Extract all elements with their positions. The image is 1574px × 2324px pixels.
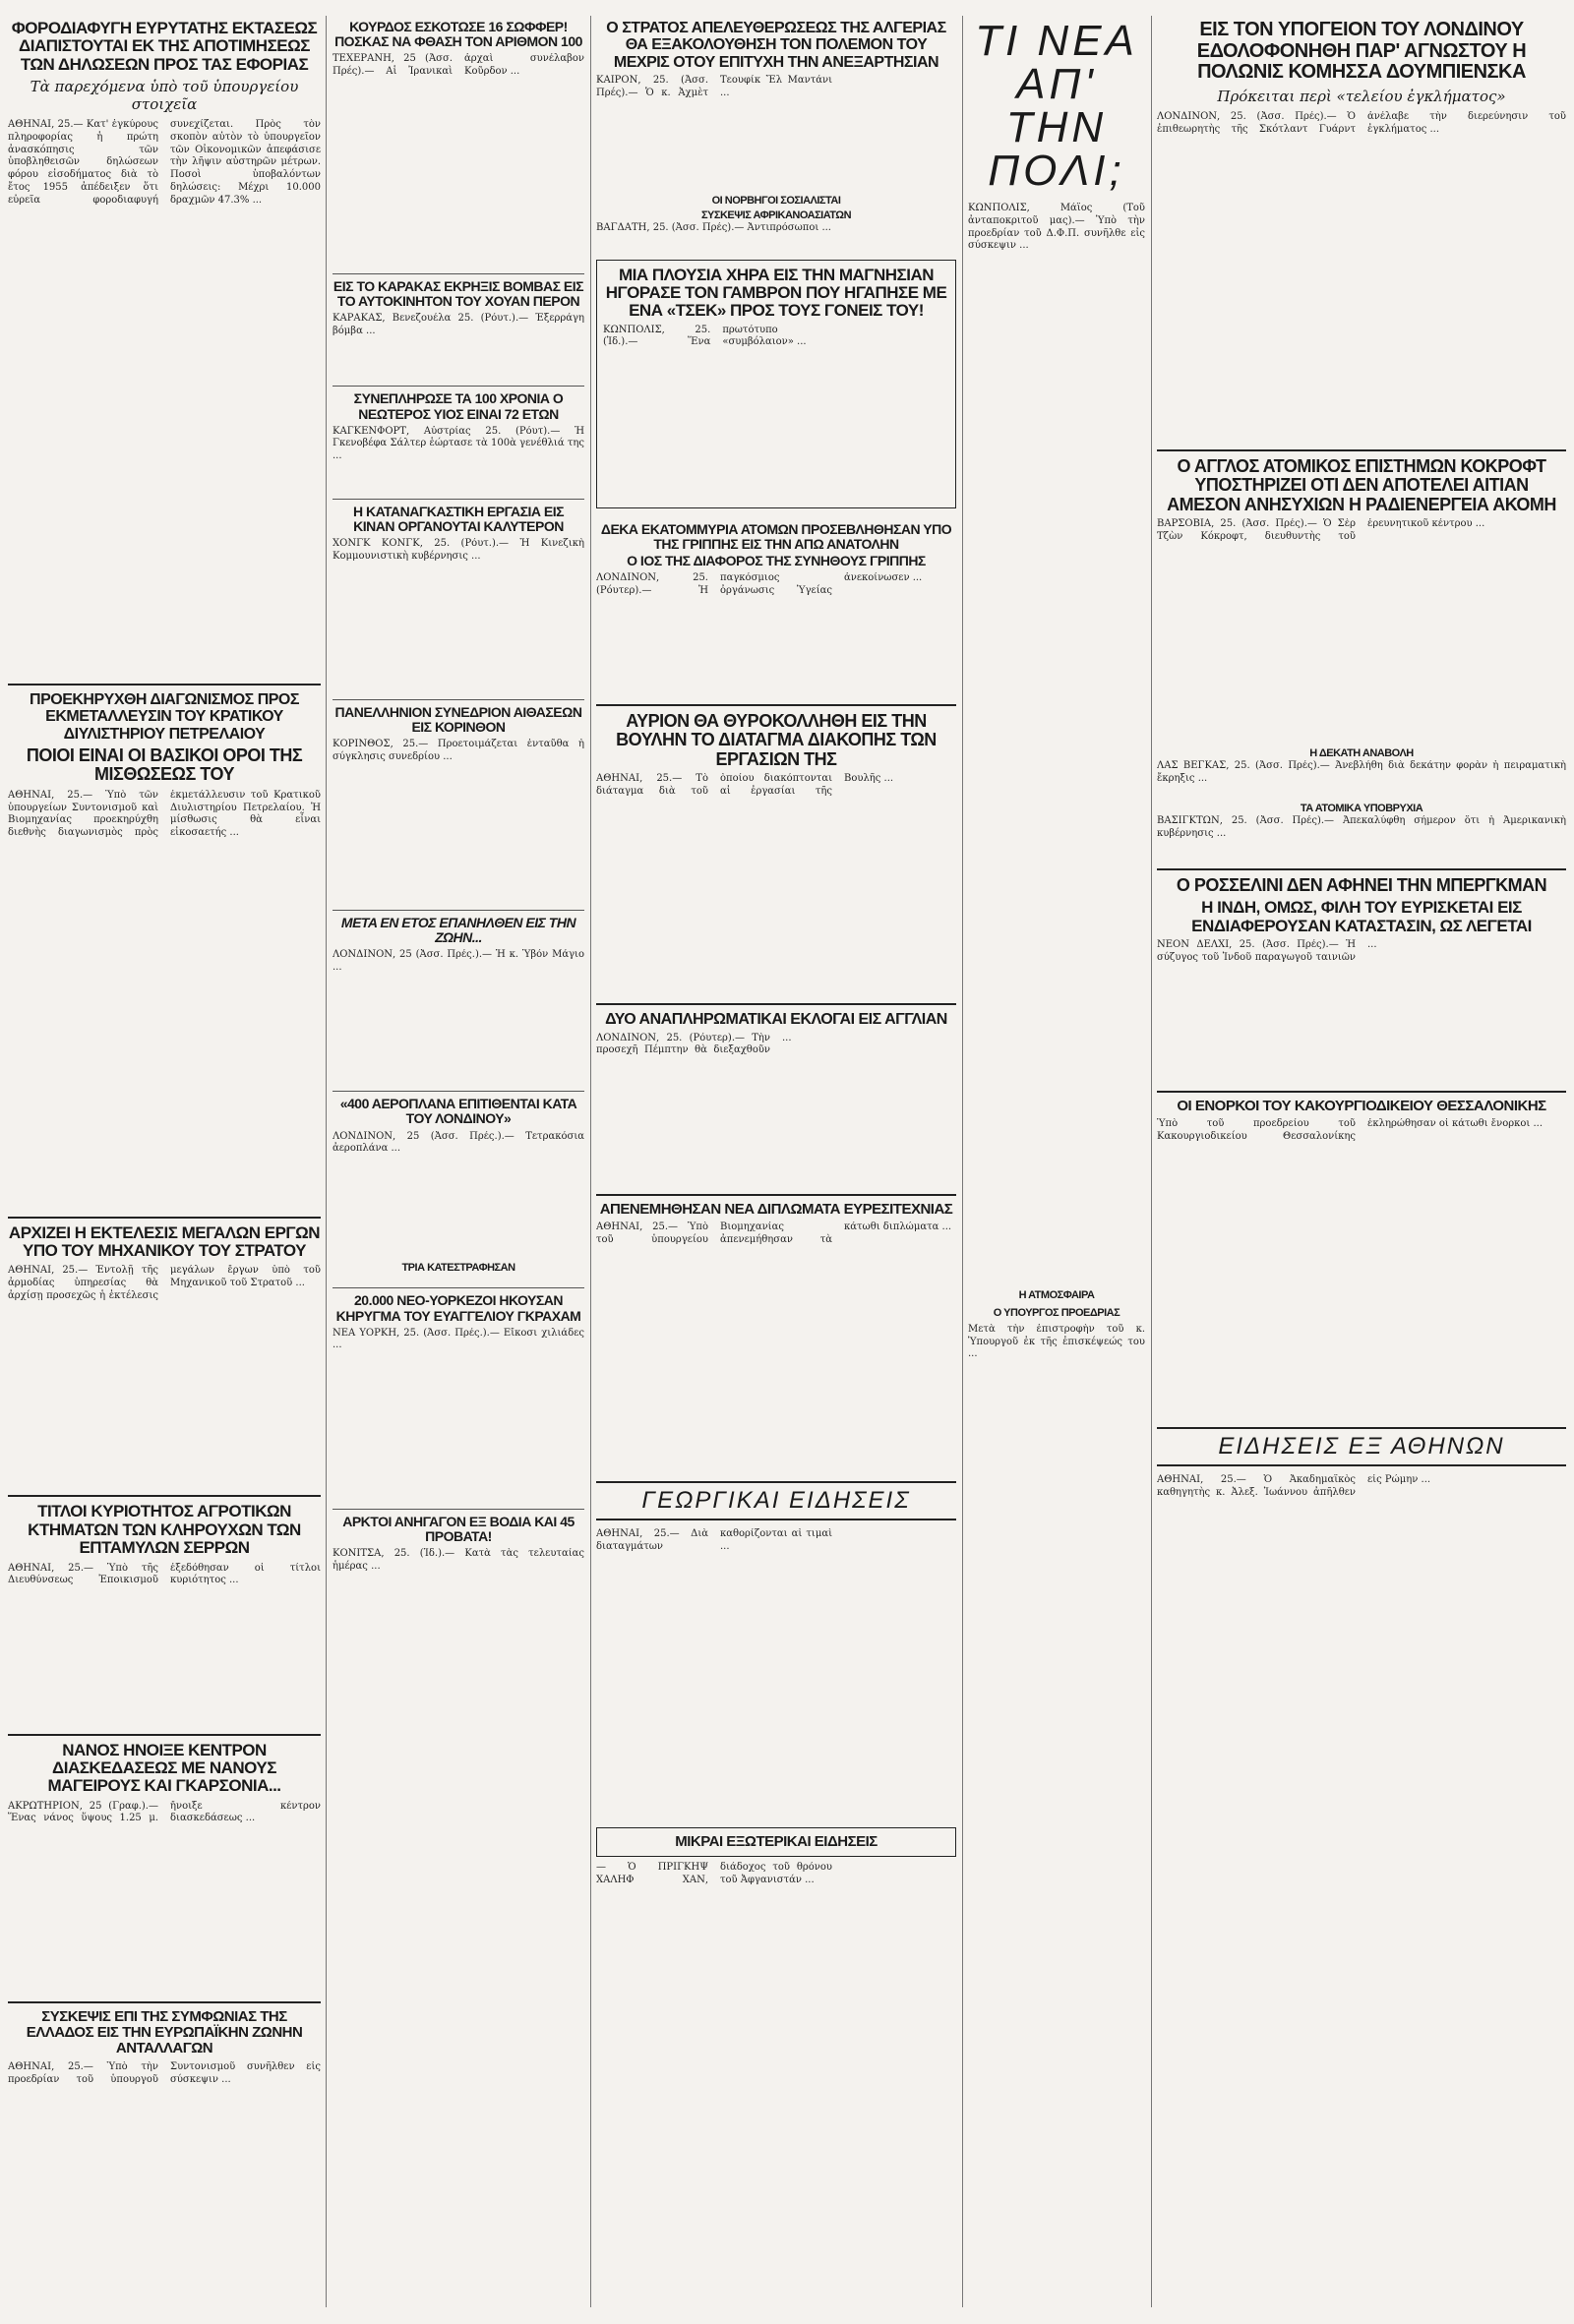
article-body: ΑΚΡΩΤΗΡΙΟΝ, 25 (Γραφ.).— Ἕνας νάνος ὕψους 1.25 μ. ἤνοιξε κέντρον διασκεδάσεως ...	[8, 1800, 321, 1824]
article-body: ΑΘΗΝΑΙ, 25.— Τὸ διάταγμα διὰ τοῦ ὁποίου διακόπτονται αἱ ἐργασίαι τῆς Βουλῆς ...	[596, 773, 894, 798]
section-title: ΕΙΔΗΣΕΙΣ ΕΞ ΑΘΗΝΩΝ	[1157, 1427, 1566, 1466]
article-kurd	[333, 20, 584, 260]
article-centenarian	[333, 391, 584, 484]
article-body: ΝΕΑ ΥΟΡΚΗ, 25. (Ἀσσ. Πρές.).— Εἴκοσι χιλιάδες ...	[333, 1327, 584, 1351]
article-corinth	[333, 705, 584, 896]
column-rule	[326, 16, 327, 2307]
article-body: ΒΑΡΣΟΒΙΑ, 25. (Ἀσσ. Πρές).— Ὁ Σὲρ Τζὼν Κόκροφτ, διευθυντὴς τοῦ ἐρευνητικοῦ κέντρου ...	[1157, 518, 1485, 542]
column-rule	[1151, 16, 1152, 2307]
column-rule	[590, 16, 591, 2307]
headline: ΔΥΟ ΑΝΑΠΛΗΡΩΜΑΤΙΚΑΙ ΕΚΛΟΓΑΙ ΕΙΣ ΑΓΓΛΙΑΝ	[605, 1011, 947, 1029]
headline: ΜΕΤΑ ΕΝ ΕΤΟΣ ΕΠΑΝΗΛΘΕΝ ΕΙΣ ΤΗΝ ΖΩΗΝ...	[340, 915, 576, 946]
column-title: ΤΙ ΝΕΑ ΑΠ' ΤΗΝ ΠΟΛΙ;	[975, 17, 1138, 195]
headline: ΑΥΡΙΟΝ ΘΑ ΘΥΡΟΚΟΛΛΗΘΗ ΕΙΣ ΤΗΝ ΒΟΥΛΗΝ ΤΟ ΔΙΑΤΑΓΜΑ ΔΙΑΚΟΠΗΣ ΤΩΝ ΕΡΓΑΣΙΩΝ ΤΗΣ	[616, 710, 937, 769]
headline: ΑΡΚΤΟΙ ΑΝΗΓΑΓΟΝ ΕΞ ΒΟΔΙΑ ΚΑΙ 45 ΠΡΟΒΑΤΑ!	[342, 1513, 575, 1544]
article-body: ΚΟΡΙΝΘΟΣ, 25.— Προετοιμάζεται ἐνταῦθα ἡ σύγκλησις συνεδρίου ...	[333, 739, 584, 762]
column-3	[596, 20, 956, 2121]
subheadline: ΤΑ ΑΤΟΜΙΚΑ ΥΠΟΒΡΥΧΙΑ	[1300, 802, 1423, 814]
subheadline: Η ΔΕΚΑΤΗ ΑΝΑΒΟΛΗ	[1309, 747, 1414, 760]
article-jurors	[1157, 1099, 1566, 1413]
headline: ΣΥΝΕΠΛΗΡΩΣΕ ΤΑ 100 ΧΡΟΝΙΑ Ο ΝΕΩΤΕΡΟΣ ΥΙΟΣ ΕΙΝΑΙ 72 ΕΤΩΝ	[353, 390, 564, 422]
article-widow	[596, 260, 956, 508]
headline: ΦΟΡΟΔΙΑΦΥΓΗ ΕΥΡΥΤΑΤΗΣ ΕΚΤΑΣΕΩΣ ΔΙΑΠΙΣΤΟΥΤΑΙ ΕΚ ΤΗΣ ΑΠΟΤΙΜΗΣΕΩΣ ΤΩΝ ΔΗΛΩΣΕΩΝ ΠΡΟΣ ΤΑΣ ΕΦΟΡΙΑΣ	[11, 19, 318, 74]
headline: ΕΙΣ ΤΟΝ ΥΠΟΓΕΙΟΝ ΤΟΥ ΛΟΝΔΙΝΟΥ ΕΔΟΛΟΦΟΝΗΘΗ ΠΑΡ' ΑΓΝΩΣΤΟΥ Η ΠΟΛΩΝΙΣ ΚΟΜΗΣΣΑ ΔΟΥΜΠΙΕΝΣΚΑ	[1196, 19, 1527, 84]
headline: Ο ΣΤΡΑΤΟΣ ΑΠΕΛΕΥΘΕΡΩΣΕΩΣ ΤΗΣ ΑΛΓΕΡΙΑΣ ΘΑ ΕΞΑΚΟΛΟΥΘΗΣΗ ΤΟΝ ΠΟΛΕΜΟΝ ΤΟΥ ΜΕΧΡΙΣ ΟΤΟΥ ΕΠΙΤΥΧΗ ΤΗΝ ΑΝΕΞΑΡΤΗΣΙΑΝ	[606, 20, 946, 71]
column-1	[8, 20, 321, 2223]
article-body: ΛΟΝΔΙΝΟΝ, 25. (Ρόυτερ).— Ἡ παγκόσμιος ὀργάνωσις Ὑγείας ἀνεκοίνωσεν ...	[596, 571, 923, 596]
article-body: ΝΕΟΝ ΔΕΛΧΙ, 25. (Ἀσσ. Πρές).— Ἡ σύζυγος τοῦ Ἰνδοῦ παραγωγοῦ ταινιῶν ...	[1157, 939, 1377, 963]
article-cockcroft	[1157, 457, 1566, 855]
column-rule	[962, 16, 963, 2307]
article-body: ΒΑΓΔΑΤΗ, 25. (Ἀσσ. Πρές).— Ἀντιπρόσωποι ...	[596, 221, 831, 233]
article-caracas	[333, 279, 584, 372]
headline: ΔΕΚΑ ΕΚΑΤΟΜΜΥΡΙΑ ΑΤΟΜΩΝ ΠΡΟΣΕΒΛΗΘΗΣΑΝ ΥΠΟ ΤΗΣ ΓΡΙΠΠΗΣ ΕΙΣ ΤΗΝ ΑΠΩ ΑΝΑΤΟΛΗΝ	[600, 520, 952, 552]
subheadline: Η ΙΝΔΗ, ΟΜΩΣ, ΦΙΛΗ ΤΟΥ ΕΥΡΙΣΚΕΤΑΙ ΕΙΣ ΕΝΔΙΑΦΕΡΟΥΣΑΝ ΚΑΤΑΣΤΑΣΙΝ, ΩΣ ΛΕΓΕΤΑΙ	[1191, 898, 1532, 935]
column-4	[968, 17, 1145, 1816]
headline: ΠΑΝΕΛΛΗΝΙΟΝ ΣΥΝΕΔΡΙΟΝ ΑΙΘΑΣΕΩΝ ΕΙΣ ΚΟΡΙΝΘΟΝ	[334, 703, 582, 735]
column-2	[333, 20, 584, 1817]
subheadline: Ο ΥΠΟΥΡΓΟΣ ΠΡΟΕΔΡΙΑΣ	[993, 1306, 1120, 1319]
article-body: ΚΩΝΠΟΛΙΣ, Μάϊος (Τοῦ ἀνταποκριτοῦ μας).— Ὑπὸ τὴν προεδρίαν τοῦ Δ.Φ.Π. συνῆλθε εἰς σύσκεψιν ...	[968, 203, 1145, 252]
article-agriculture	[596, 1481, 956, 1814]
article-refinery	[8, 691, 321, 1203]
article-body: ΚΩΝΠΟΛΙΣ, 25. (Ἰδ.).— Ἕνα πρωτότυπο «συμβόλαιον» ...	[603, 324, 807, 348]
article-body: ΑΘΗΝΑΙ, 25.— Ὑπὸ τὴν προεδρίαν τοῦ ὑπουργοῦ Συντονισμοῦ συνῆλθεν εἰς σύσκεψιν ...	[8, 2061, 321, 2085]
article-trade-zone	[8, 2009, 321, 2210]
article-countess	[1157, 20, 1566, 436]
article-body: Ὑπὸ τοῦ προεδρείου τοῦ Κακουργιοδικείου Θεσσαλονίκης ἐκληρώθησαν οἱ κάτωθι ἔνορκοι ...	[1157, 1118, 1544, 1142]
subheadline: Τὰ παρεχόμενα ὑπὸ τοῦ ὑπουργείου στοιχεῖα	[30, 78, 299, 114]
subheadline: Ο ΙΟΣ ΤΗΣ ΔΙΑΦΟΡΟΣ ΤΗΣ ΣΥΝΗΘΟΥΣ ΓΡΙΠΠΗΣ	[627, 552, 926, 568]
headline: «400 ΑΕΡΟΠΛΑΝΑ ΕΠΙΤΙΘΕΝΤΑΙ ΚΑΤΑ ΤΟΥ ΛΟΝΔΙΝΟΥ»	[339, 1096, 577, 1127]
article-body: ΛΑΣ ΒΕΓΚΑΣ, 25. (Ἀσσ. Πρές).— Ἀνεβλήθη διὰ δεκάτην φορὰν ἡ πειραματικὴ ἔκρηξις ...	[1157, 759, 1566, 784]
article-flu	[596, 522, 956, 690]
article-body: ΧΟΝΓΚ ΚΟΝΓΚ, 25. (Ρόυτ.).— Ἡ Κινεζικὴ Κομμουνιστικὴ κυβέρνησις ...	[333, 537, 584, 562]
article-rossellini	[1157, 876, 1566, 1077]
headline: ΚΟΥΡΔΟΣ ΕΣΚΟΤΩΣΕ 16 ΣΩΦΦΕΡ! ΠΟΣΚΑΣ ΝΑ ΦΘΑΣΗ ΤΟΝ ΑΡΙΘΜΟΝ 100	[334, 19, 582, 50]
article-body: Μετὰ τὴν ἐπιστροφὴν τοῦ κ. Ὑπουργοῦ ἐκ τῆς ἐπισκέψεώς του ...	[968, 1323, 1145, 1360]
article-body: ΑΘΗΝΑΙ, 25.— Ὑπὸ τοῦ ὑπουργείου Βιομηχανίας ἀπενεμήθησαν τὰ κάτωθι διπλώματα ...	[596, 1221, 952, 1245]
article-body: ΚΟΝΙΤΣΑ, 25. (Ἰδ.).— Κατὰ τὰς τελευταίας ἡμέρας ...	[333, 1547, 584, 1572]
article-body: ΒΑΣΙΓΚΤΩΝ, 25. (Ἀσσ. Πρές).— Ἀπεκαλύφθη σήμερον ὅτι ἡ Ἀμερικανικὴ κυβέρνησις ...	[1157, 814, 1566, 839]
subheadline: Πρόκειται περὶ «τελείου ἐγκλήματος»	[1217, 87, 1506, 105]
headline: Ο ΡΟΣΣΕΛΙΝΙ ΔΕΝ ΑΦΗΝΕΙ ΤΗΝ ΜΠΕΡΓΚΜΑΝ	[1176, 874, 1547, 895]
headline: ΜΙΑ ΠΛΟΥΣΙΑ ΧΗΡΑ ΕΙΣ ΤΗΝ ΜΑΓΝΗΣΙΑΝ ΗΓΟΡΑΣΕ ΤΟΝ ΓΑΜΒΡΟΝ ΠΟΥ ΗΓΑΠΗΣΕ ΜΕ ΕΝΑ «ΤΣΕΚ» ΠΡΟΣ ΤΟΥΣ ΓΟΝΕΙΣ ΤΟΥ!	[605, 265, 947, 321]
subheadline: Η ΑΤΜΟΣΦΑΙΡΑ	[1018, 1289, 1095, 1301]
article-body: ΚΑΓΚΕΝΦΟΡΤ, Αὐστρίας 25. (Ρόυτ).— Ἡ Γκενοβέφα Σάλτερ ἑώρτασε τὰ 100ὰ γενέθλιά της ...	[333, 425, 584, 462]
article-back-to-life	[333, 916, 584, 1077]
article-army-works	[8, 1224, 321, 1482]
headline: 20.000 ΝΕΟ-ΥΟΡΚΕΖΟΙ ΗΚΟΥΣΑΝ ΚΗΡΥΓΜΑ ΤΟΥ ΕΥΑΓΓΕΛΙΟΥ ΓΚΡΑΧΑΜ	[335, 1292, 581, 1324]
article-body: ΛΟΝΔΙΝΟΝ, 25. (Ἀσσ. Πρές).— Ὁ ἐπιθεωρητὴς τῆς Σκότλαντ Γυάρντ ἀνέλαβε τὴν διερεύνησιν τοῦ ἐγκλήματος ...	[1157, 110, 1566, 135]
subheadline: ΟΙ ΝΟΡΒΗΓΟΙ ΣΟΣΙΑΛΙΣΤΑΙ	[711, 194, 841, 207]
article-parliament	[596, 712, 956, 989]
article-china-labor	[333, 505, 584, 685]
headline: Ο ΑΓΓΛΟΣ ΑΤΟΜΙΚΟΣ ΕΠΙΣΤΗΜΩΝ ΚΟΚΡΟΦΤ ΥΠΟΣΤΗΡΙΖΕΙ ΟΤΙ ΔΕΝ ΑΠΟΤΕΛΕΙ ΑΙΤΙΑΝ ΑΜΕΣΟΝ ΑΝΗΣΥΧΙΩΝ Η ΡΑΔΙΕΝΕΡΓΕΙΑ ΑΚΟΜΗ	[1167, 455, 1556, 514]
article-body: ΑΘΗΝΑΙ, 25.— Ἐντολῇ τῆς ἀρμοδίας ὑπηρεσίας θὰ ἀρχίσῃ προσεχῶς ἡ ἐκτέλεσις μεγάλων ἔργων ὑπὸ τοῦ Μηχανικοῦ τοῦ Στρατοῦ ...	[8, 1265, 321, 1302]
article-body: — Ὁ ΠΡΙΓΚΗΨ ΧΑΛΗΦ ΧΑΝ, διάδοχος τοῦ θρόνου τοῦ Ἀφγανιστάν ...	[596, 1861, 832, 1885]
article-body: ΑΘΗΝΑΙ, 25.— Ὑπὸ τῶν ὑπουργείων Συντονισμοῦ καὶ Βιομηχανίας προεκηρύχθη διεθνὴς διαγωνισμὸς πρὸς ἐκμετάλλευσιν τοῦ Κρατικοῦ Διυλιστηρίου Πετρελαίου. Ἡ μίσθωσις θὰ εἶναι εἰκοσαετής ...	[8, 789, 321, 839]
article-body: ΑΘΗΝΑΙ, 25.— Διὰ διαταγμάτων καθορίζονται αἱ τιμαὶ ...	[596, 1527, 832, 1552]
article-patents	[596, 1202, 956, 1467]
headline: ΟΙ ΕΝΟΡΚΟΙ ΤΟΥ ΚΑΚΟΥΡΓΙΟΔΙΚΕΙΟΥ ΘΕΣΣΑΛΟΝΙΚΗΣ	[1177, 1098, 1546, 1114]
article-body: ΤΕΧΕΡΑΝΗ, 25 (Ἀσσ. Πρές).— Αἱ Ἰρανικαὶ ἀρχαὶ συνέλαβον Κοῦρδον ...	[333, 53, 584, 78]
article-body: ΛΟΝΔΙΝΟΝ, 25 (Ἀσσ. Πρές.).— Ἡ κ. Ὑβόν Μάγιο ...	[333, 949, 584, 974]
subheadline: ΤΡΙΑ ΚΑΤΕΣΤΡΑΦΗΣΑΝ	[401, 1261, 515, 1274]
article-tax-evasion	[8, 20, 321, 670]
article-400-planes	[333, 1097, 584, 1274]
article-body: ΚΑΪΡΟΝ, 25. (Ἀσσ. Πρές).— Ὁ κ. Ἀχμὲτ Τεουφίκ Ἔλ Μαντάνι ...	[596, 74, 832, 98]
article-land-titles	[8, 1503, 321, 1719]
article-body: ΛΟΝΔΙΝΟΝ, 25 (Ἀσσ. Πρές.).— Τετρακόσια ἀεροπλάνα ...	[333, 1130, 584, 1155]
article-graham	[333, 1293, 584, 1494]
headline: Η ΚΑΤΑΝΑΓΚΑΣΤΙΚΗ ΕΡΓΑΣΙΑ ΕΙΣ ΚΙΝΑΝ ΟΡΓΑΝΟΥΤΑΙ ΚΑΛΥΤΕΡΟΝ	[352, 503, 565, 534]
section-title: ΜΙΚΡΑΙ ΕΞΩΤΕΡΙΚΑΙ ΕΙΔΗΣΕΙΣ	[596, 1827, 956, 1857]
article-bears	[333, 1515, 584, 1804]
column-5	[1157, 20, 1566, 2157]
headline: ΣΥΣΚΕΨΙΣ ΕΠΙ ΤΗΣ ΣΥΜΦΩΝΙΑΣ ΤΗΣ ΕΛΛΑΔΟΣ ΕΙΣ ΤΗΝ ΕΥΡΩΠΑΪΚΗΝ ΖΩΝΗΝ ΑΝΤΑΛΛΑΓΩΝ	[26, 2007, 303, 2056]
headline: ΤΙΤΛΟΙ ΚΥΡΙΟΤΗΤΟΣ ΑΓΡΟΤΙΚΩΝ ΚΤΗΜΑΤΩΝ ΤΩΝ ΚΛΗΡΟΥΧΩΝ ΤΩΝ ΕΠΤΑΜΥΛΩΝ ΣΕΡΡΩΝ	[28, 1502, 301, 1558]
article-athens-news	[1157, 1427, 1566, 2143]
headline: ΝΑΝΟΣ ΗΝΟΙΞΕ ΚΕΝΤΡΟΝ ΔΙΑΣΚΕΔΑΣΕΩΣ ΜΕ ΝΑΝΟΥΣ ΜΑΓΕΙΡΟΥΣ ΚΑΙ ΓΚΑΡΣΟΝΙΑ...	[47, 1740, 281, 1796]
section-title: ΓΕΩΡΓΙΚΑΙ ΕΙΔΗΣΕΙΣ	[596, 1481, 956, 1520]
article-body: ΚΑΡΑΚΑΣ, Βενεζουέλα 25. (Ρόυτ.).— Ἐξερράγη βόμβα ...	[333, 313, 584, 337]
article-body: ΑΘΗΝΑΙ, 25.— Ὁ Ἀκαδημαϊκὸς καθηγητὴς κ. Ἀλεξ. Ἰωάννου ἀπῆλθεν εἰς Ρώμην ...	[1157, 1474, 1431, 1498]
article-dwarf-club	[8, 1742, 321, 1988]
article-algeria	[596, 20, 956, 246]
article-body: ΛΟΝΔΙΝΟΝ, 25. (Ρόυτερ).— Τὴν προσεχῆ Πέμπτην θὰ διεξαχθοῦν ...	[596, 1032, 792, 1056]
article-foreign-briefs	[596, 1827, 956, 2108]
article-body: ΑΘΗΝΑΙ, 25.— Κατ' ἐγκύρους πληροφορίας ἡ πρώτη ἀνασκόπησις τῶν ὑποβληθεισῶν δηλώσεων φόρου εἰσοδήματος διὰ τὸ ἔτος 1955 ἀπέδειξεν ὅτι εὐρεῖα φοροδιαφυγή συνεχίζεται. Πρὸς τὸν σκοπὸν αὐτὸν τὸ ὑπουργεῖον τῶν Οἰκονομικῶν ἀπεφάσισε τὴν λῆψιν αὐστηρῶν μέτρων. Ποσοὶ ὑποβαλόντων δηλώσεις: Μέχρι 10.000 δραχμῶν 47.3% ...	[8, 119, 321, 206]
headline: ΕΙΣ ΤΟ ΚΑΡΑΚΑΣ ΕΚΡΗΞΙΣ ΒΟΜΒΑΣ ΕΙΣ ΤΟ ΑΥΤΟΚΙΝΗΤΟΝ ΤΟΥ ΧΟΥΑΝ ΠΕΡΟΝ	[333, 278, 584, 310]
headline: ΑΠΕΝΕΜΗΘΗΣΑΝ ΝΕΑ ΔΙΠΛΩΜΑΤΑ ΕΥΡΕΣΙΤΕΧΝΙΑΣ	[599, 1200, 953, 1218]
subheadline: ΠΟΙΟΙ ΕΙΝΑΙ ΟΙ ΒΑΣΙΚΟΙ ΟΡΟΙ ΤΗΣ ΜΙΣΘΩΣΕΩΣ ΤΟΥ	[26, 745, 303, 785]
article-body: ΑΘΗΝΑΙ, 25.— Ὑπὸ τῆς Διευθύνσεως Ἐποικισμοῦ ἐξεδόθησαν οἱ τίτλοι κυριότητος ...	[8, 1562, 321, 1586]
article-by-elections	[596, 1011, 956, 1179]
headline: ΑΡΧΙΖΕΙ Η ΕΚΤΕΛΕΣΙΣ ΜΕΓΑΛΩΝ ΕΡΓΩΝ ΥΠΟ ΤΟΥ ΜΗΧΑΝΙΚΟΥ ΤΟΥ ΣΤΡΑΤΟΥ	[8, 1222, 321, 1261]
subheadline: ΣΥΣΚΕΨΙΣ ΑΦΡΙΚΑΝΟΑΣΙΑΤΩΝ	[700, 209, 852, 221]
headline: ΠΡΟΕΚΗΡΥΧΘΗ ΔΙΑΓΩΝΙΣΜΟΣ ΠΡΟΣ ΕΚΜΕΤΑΛΛΕΥΣΙΝ ΤΟΥ ΚΡΑΤΙΚΟΥ ΔΙΥΛΙΣΤΗΡΙΟΥ ΠΕΤΡΕΛΑΙΟΥ	[30, 691, 299, 743]
